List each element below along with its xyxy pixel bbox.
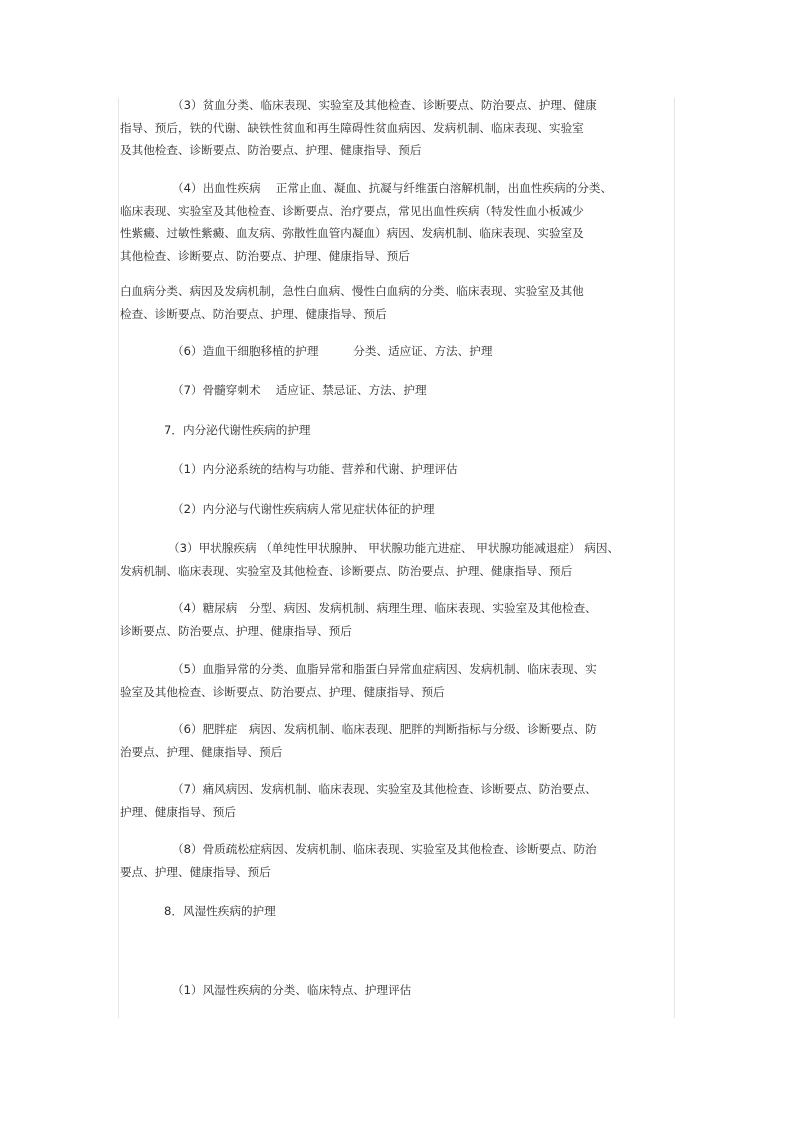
text-line: 临床表现、实验室及其他检查、诊断要点、治疗要点，常见出血性疾病（特发性血小板减少 [120, 203, 584, 218]
text-line: 8．风湿性疾病的护理 [164, 904, 276, 918]
paragraph-endocrine-1 [120, 458, 458, 481]
text-line: 及其他检查、诊断要点、防治要点、护理、健康指导、预后 [120, 143, 422, 157]
paragraph-anemia [120, 94, 597, 162]
text-line: （4）糖尿病 分型、病因、发病机制、病理生理、临床表现、实验室及其他检查、 [172, 601, 597, 615]
paragraph-rheum-1 [120, 979, 411, 1002]
section-heading-7 [120, 419, 311, 442]
paragraph-gout [120, 778, 597, 823]
paragraph-bone-marrow [120, 379, 427, 402]
text-line: （1）内分泌系统的结构与功能、营养和代谢、护理评估 [172, 462, 458, 476]
paragraph-endocrine-2 [120, 498, 434, 521]
text-line: （3）贫血分类、临床表现、实验室及其他检查、诊断要点、防治要点、护理、健康 [172, 98, 597, 112]
paragraph-osteoporosis [120, 838, 597, 883]
text-line: （4）出血性疾病 正常止血、凝血、抗凝与纤维蛋白溶解机制，出血性疾病的分类、 [172, 181, 613, 195]
text-line: （5）血脂异常的分类、血脂异常和脂蛋白异常血症病因、发病机制、临床表现、实 [172, 662, 597, 676]
section-heading-8 [120, 900, 276, 923]
text-line: （2）内分泌与代谢性疾病病人常见症状体征的护理 [172, 502, 435, 516]
text-line: （6）肥胖症 病因、发病机制、临床表现、肥胖的判断指标与分级、诊断要点、防 [172, 722, 597, 736]
text-line: 性紫癜、过敏性紫癜、血友病、弥散性血管内凝血）病因、发病机制、临床表现、实验室及 [120, 226, 584, 240]
text-line: （7）痛风病因、发病机制、临床表现、实验室及其他检查、诊断要点、防治要点、 [172, 782, 597, 796]
paragraph-stem-cell [120, 340, 492, 363]
text-line: 要点、护理、健康指导、预后 [120, 864, 271, 879]
paragraph-obesity [120, 718, 597, 763]
text-line: （3）甲状腺疾病 （单纯性甲状腺肿、 甲状腺功能亢进症、 甲状腺功能减退症） 病因、 [168, 541, 620, 555]
paragraph-bleeding [120, 177, 612, 267]
paragraph-lipid [120, 658, 597, 703]
text-line: 护理、健康指导、预后 [120, 804, 236, 819]
text-line: 验室及其他检查、诊断要点、防治要点、护理、健康指导、预后 [120, 684, 445, 699]
text-line: 7．内分泌代谢性疾病的护理 [164, 423, 311, 437]
text-line: 治要点、护理、健康指导、预后 [120, 744, 283, 759]
paragraph-leukemia [120, 280, 584, 325]
text-line: 指导、预后，铁的代谢、缺铁性贫血和再生障碍性贫血病因、发病机制、临床表现、实验室 [120, 120, 584, 135]
text-line: （7）骨髓穿刺术 适应证、禁忌证、方法、护理 [172, 383, 427, 397]
paragraph-thyroid [120, 537, 619, 582]
text-line: （6）造血干细胞移植的护理 分类、适应证、方法、护理 [172, 344, 493, 358]
text-line: （8）骨质疏松症病因、发病机制、临床表现、实验室及其他检查、诊断要点、防治 [172, 842, 597, 856]
text-line: 其他检查、诊断要点、防治要点、护理、健康指导、预后 [120, 248, 410, 263]
paragraph-diabetes [120, 597, 597, 642]
text-line: （1）风湿性疾病的分类、临床特点、护理评估 [172, 983, 412, 997]
text-line: 白血病分类、病因及发病机制，急性白血病、慢性白血病的分类、临床表现、实验室及其他 [120, 284, 584, 298]
text-line: 诊断要点、防治要点、护理、健康指导、预后 [120, 623, 352, 638]
text-line: 检查、诊断要点、防治要点、护理、健康指导、预后 [120, 306, 387, 321]
text-line: 发病机制、临床表现、实验室及其他检查、诊断要点、防治要点、护理、健康指导、预后 [120, 563, 573, 578]
